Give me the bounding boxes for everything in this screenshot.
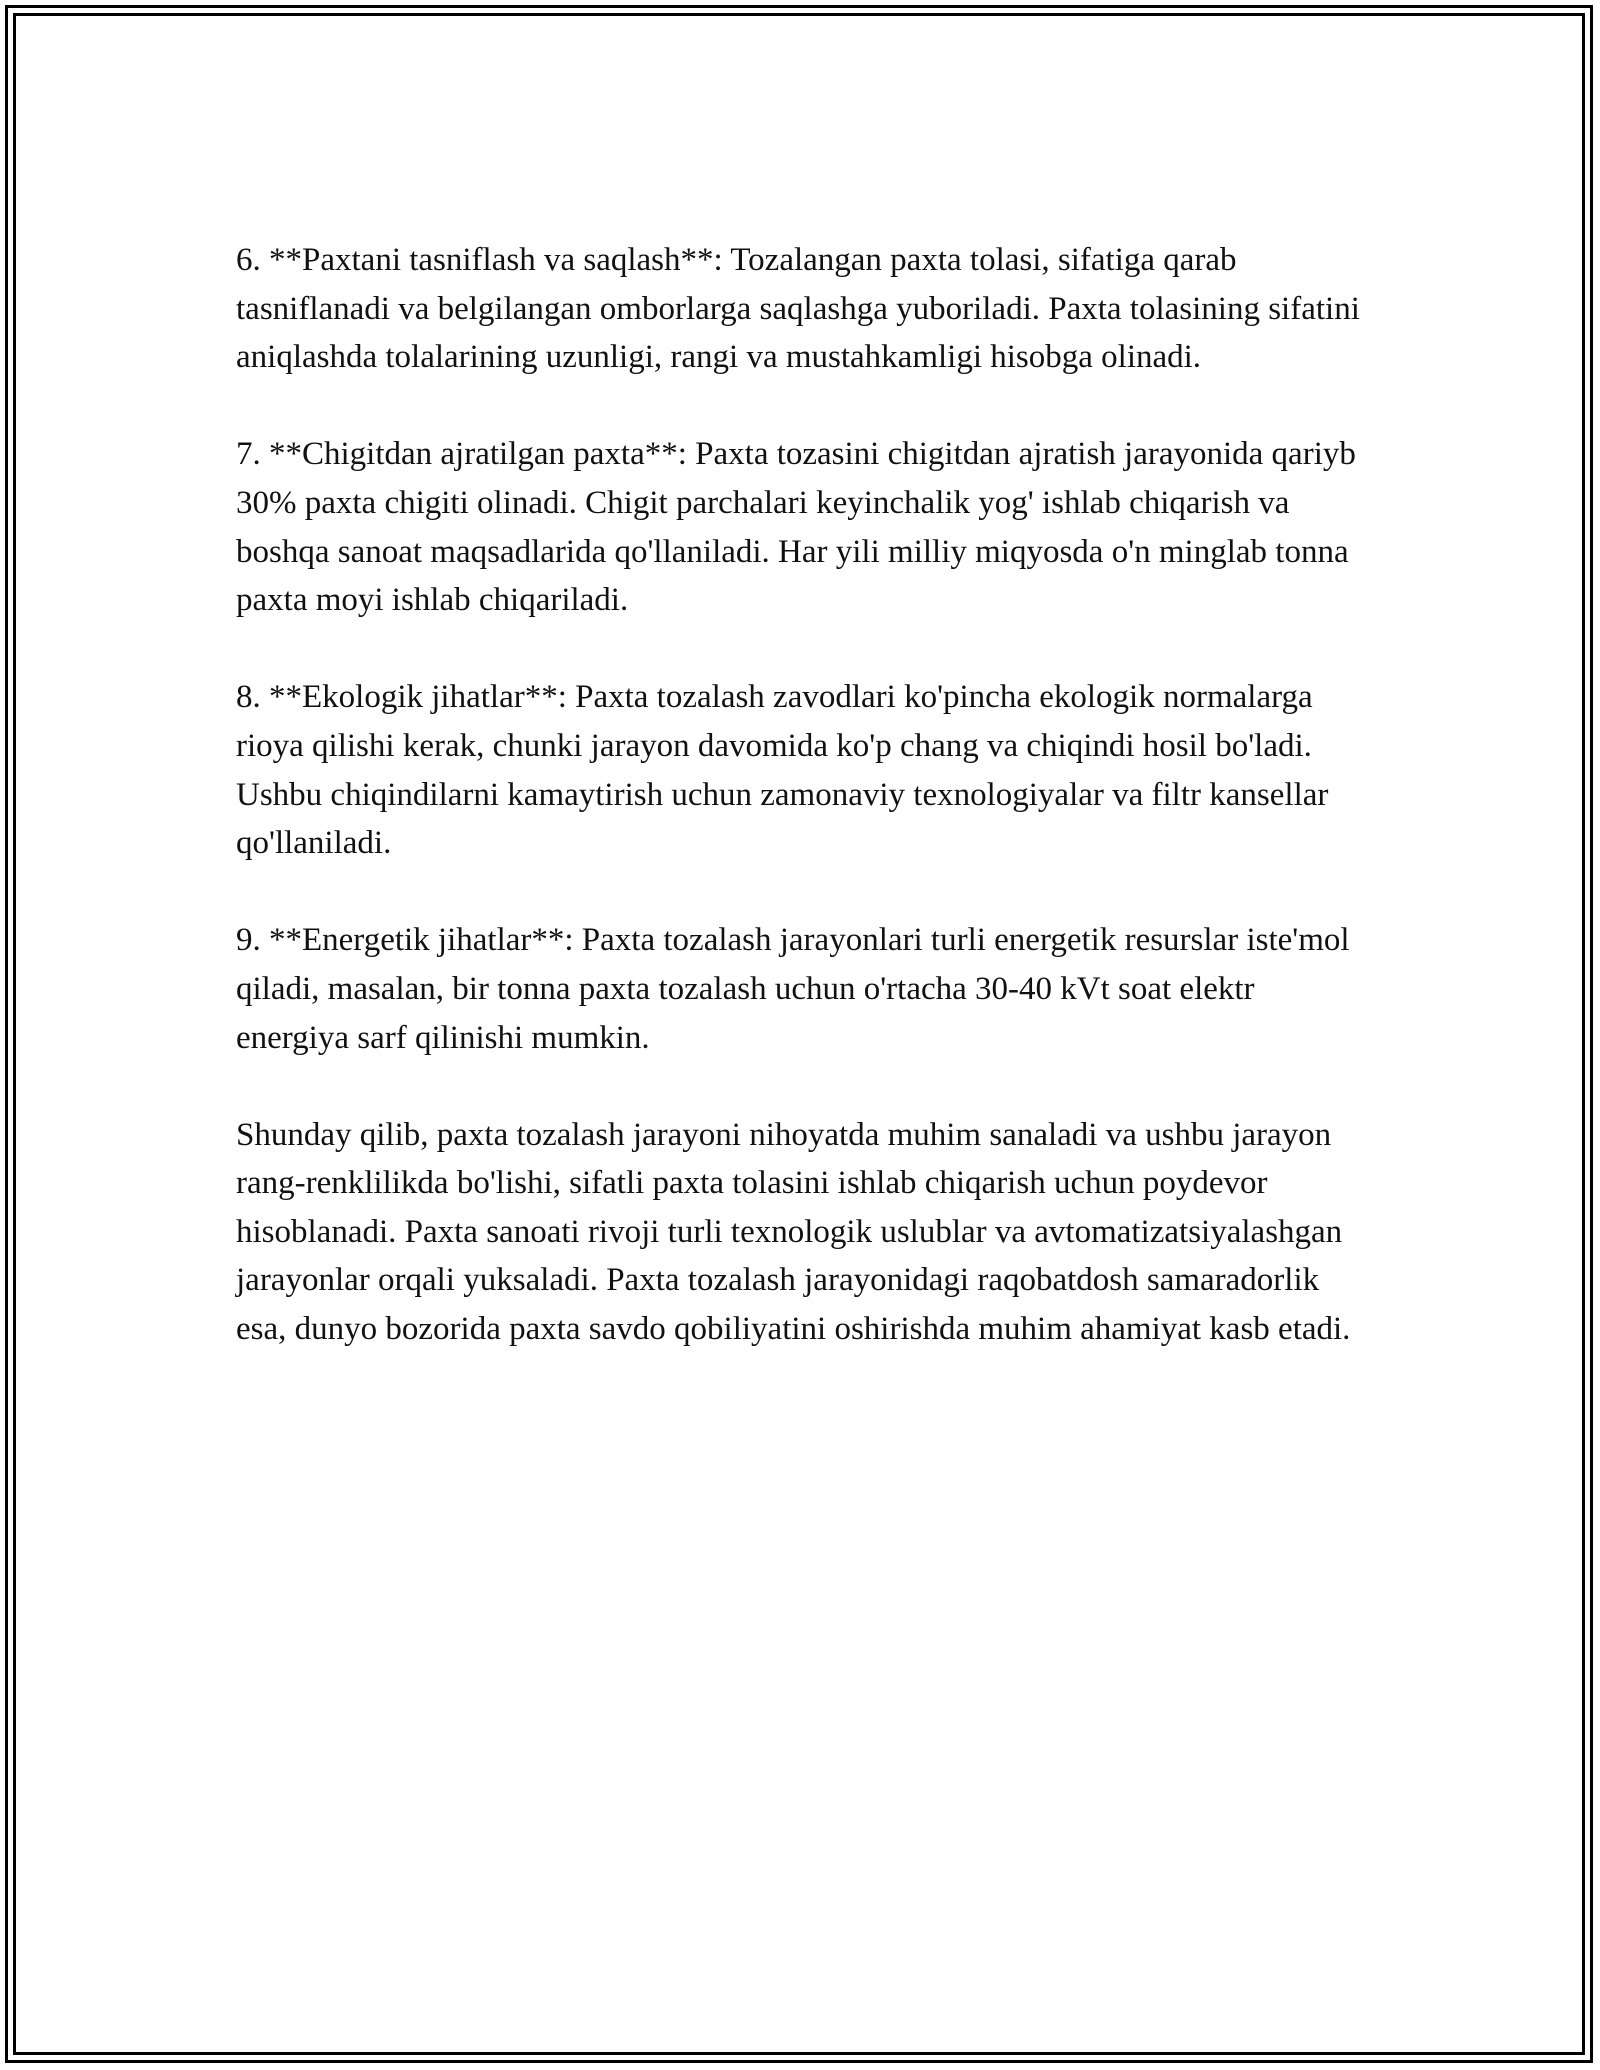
paragraph-item-9: 9. **Energetik jihatlar**: Paxta tozalash jarayonlari turli energetik resurslar iste'mol qiladi, masalan, bir tonna paxta tozalash uchun o'rtacha 30-40 kVt soat elektr energiya sarf qilinishi mumkin. bbox=[236, 922, 1350, 1056]
paragraph-conclusion: Shunday qilib, paxta tozalash jarayoni nihoyatda muhim sanaladi va ushbu jarayon rang-renklilikda bo'lishi, sifatli paxta tolasini ishlab chiqarish uchun poydevor hisoblanadi. Paxta sanoati rivoji turli texnologik uslublar va avtomatizatsiyalashgan jarayonlar orqali yuksaladi. Paxta tozalash jarayonidagi raqobatdosh samaradorlik esa, dunyo bozorida paxta savdo qobiliyatini oshirishda muhim ahamiyat kasb etadi. bbox=[236, 1116, 1351, 1348]
paragraph-item-7: 7. **Chigitdan ajratilgan paxta**: Paxta tozasini chigitdan ajratish jarayonida qariyb 30% paxta chigiti olinadi. Chigit parchalari keyinchalik yog' ishlab chiqarish va boshqa sanoat maqsadlarida qo'llaniladi. Har yili milliy miqyosda o'n minglab tonna paxta moyi ishlab chiqariladi. bbox=[236, 436, 1356, 619]
paragraph-item-6: 6. **Paxtani tasniflash va saqlash**: Tozalangan paxta tolasi, sifatiga qarab tasniflanadi va belgilangan omborlarga saqlashga yuboriladi. Paxta tolasining sifatini aniqlashda tolalarining uzunligi, rangi va mustahkamligi hisobga olinadi. bbox=[236, 242, 1360, 376]
document-body bbox=[236, 236, 1366, 1402]
paragraph-item-8: 8. **Ekologik jihatlar**: Paxta tozalash zavodlari ko'pincha ekologik normalarga rioya qilishi kerak, chunki jarayon davomida ko'p chang va chiqindi hosil bo'ladi. Ushbu chiqindilarni kamaytirish uchun zamonaviy texnologiyalar va filtr kansellar qo'llaniladi. bbox=[236, 679, 1329, 862]
